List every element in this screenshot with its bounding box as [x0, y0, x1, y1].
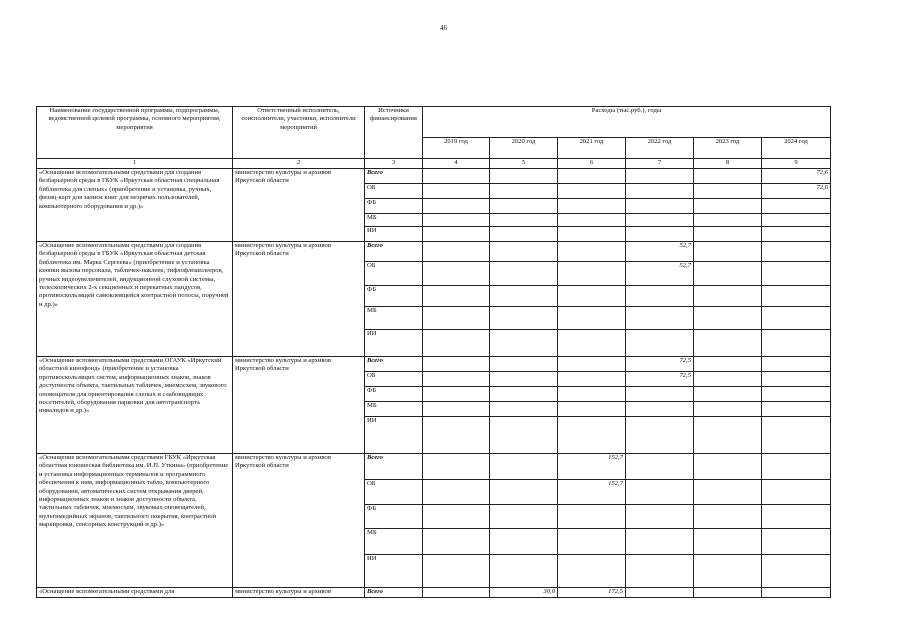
expense-cell [694, 529, 762, 555]
expense-cell [558, 330, 626, 357]
funding-source: ОБ [365, 480, 423, 505]
expense-cell [490, 184, 558, 199]
table-row [37, 169, 831, 184]
expense-cell: 30,0 [490, 588, 558, 598]
expense-cell [423, 199, 490, 214]
expense-cell [694, 199, 762, 214]
header-name: Наименование государственной программы, подпрограммы, ведомственной целевой программы, основного мероприятия, мероприятия [37, 107, 233, 159]
expense-cell [490, 387, 558, 402]
year-header: 2019 год [423, 138, 490, 159]
responsible-executor: министерство культуры и архивов Иркутской области [233, 357, 365, 454]
expense-cell [626, 417, 694, 454]
expense-cell [694, 555, 762, 588]
expense-cell [490, 286, 558, 307]
responsible-executor: министерство культуры и архивов Иркутской области [233, 242, 365, 357]
funding-source: Всего [365, 357, 423, 372]
expense-cell [558, 402, 626, 417]
expense-cell [423, 307, 490, 330]
expense-cell [490, 357, 558, 372]
expense-cell [423, 505, 490, 529]
expense-cell [558, 227, 626, 242]
table-row [37, 242, 831, 262]
expense-cell [490, 199, 558, 214]
expense-cell [558, 199, 626, 214]
expense-cell [423, 387, 490, 402]
expense-cell [558, 242, 626, 262]
expense-cell [762, 286, 831, 307]
expense-cell [762, 227, 831, 242]
expense-cell: 72,5 [626, 372, 694, 387]
expense-cell [762, 417, 831, 454]
header-row [37, 107, 831, 138]
expense-cell [694, 184, 762, 199]
funding-source: Всего [365, 454, 423, 480]
funding-source: ФБ [365, 505, 423, 529]
expense-cell [558, 307, 626, 330]
funding-source: ИИ [365, 330, 423, 357]
expense-cell [490, 262, 558, 286]
table-row [37, 588, 831, 598]
expense-cell [558, 372, 626, 387]
expense-cell [762, 307, 831, 330]
column-index: 5 [490, 159, 558, 169]
funding-source: ФБ [365, 286, 423, 307]
expense-cell [626, 214, 694, 227]
responsible-executor: министерство культуры и архивов [233, 588, 365, 598]
expense-cell [490, 529, 558, 555]
expense-cell [694, 372, 762, 387]
expense-cell [694, 169, 762, 184]
responsible-executor: министерство культуры и архивов Иркутской области [233, 454, 365, 588]
expense-cell [490, 227, 558, 242]
activity-name: «Оснащение вспомогательными средствами ГБУК «Иркутская областная юношеская библиотека им. И.П. Уткина» (приобретение и установка информационных терминалов и программного обеспечения к ним, информационных табло, компьютерного оборудования, автоматических систем открывания дверей, информационных знаков и знаков доступности объекта, тактильных табличек, мнемосхем, звуковых оповещателей, мультимедийных экранов, тактильного покрытия, контрастной маркировки, сенсорных конструкций и др.)» [37, 454, 233, 588]
expense-cell [423, 529, 490, 555]
funding-source: ОБ [365, 372, 423, 387]
expense-cell [558, 417, 626, 454]
expense-cell [694, 227, 762, 242]
expense-cell [423, 357, 490, 372]
expense-cell [490, 555, 558, 588]
table-row [37, 454, 831, 480]
page-number: 46 [440, 24, 447, 32]
expense-cell [762, 372, 831, 387]
expense-cell [694, 262, 762, 286]
funding-source: Всего [365, 242, 423, 262]
responsible-executor: министерство культуры и архивов Иркутской области [233, 169, 365, 242]
expense-cell [423, 242, 490, 262]
expense-cell [423, 417, 490, 454]
funding-source: ФБ [365, 387, 423, 402]
expense-cell [762, 454, 831, 480]
expense-cell [626, 505, 694, 529]
expense-cell [490, 307, 558, 330]
expense-cell [626, 529, 694, 555]
column-index: 9 [762, 159, 831, 169]
header-responsible: Ответственный исполнитель, соисполнители, участники, исполнители мероприятий [233, 107, 365, 159]
expense-cell [423, 555, 490, 588]
expense-cell [626, 286, 694, 307]
expense-cell [626, 402, 694, 417]
year-header: 2021 год [558, 138, 626, 159]
expense-cell [490, 242, 558, 262]
expense-cell [423, 454, 490, 480]
expense-cell [490, 214, 558, 227]
expense-cell [762, 480, 831, 505]
year-header: 2020 год [490, 138, 558, 159]
expense-cell [626, 588, 694, 598]
expense-cell [558, 505, 626, 529]
expense-cell [694, 214, 762, 227]
expense-cell [558, 184, 626, 199]
expense-cell [558, 387, 626, 402]
expense-cell [694, 588, 762, 598]
funding-source: ОБ [365, 184, 423, 199]
expense-cell [558, 169, 626, 184]
year-header: 2022 год [626, 138, 694, 159]
column-index: 4 [423, 159, 490, 169]
expense-cell [694, 417, 762, 454]
table-row [37, 357, 831, 372]
expense-cell [626, 454, 694, 480]
expense-cell [558, 262, 626, 286]
year-header: 2023 год [694, 138, 762, 159]
expense-cell [762, 357, 831, 372]
expense-cell [423, 286, 490, 307]
activity-name: «Оснащение вспомогательными средствами для создания безбарьерной среды в ГБУК «Иркутская областная специальная библиотека для слепых» (приобретение и установка, ручных, физиц-карт для записи книг для незрячих пользователей, компьютерного оборудования и др.)» [37, 169, 233, 242]
expense-cell [762, 214, 831, 227]
expense-cell [423, 480, 490, 505]
column-index: 2 [233, 159, 365, 169]
year-header: 2024 год [762, 138, 831, 159]
expense-cell [490, 169, 558, 184]
expense-cell [762, 529, 831, 555]
column-index: 7 [626, 159, 694, 169]
funding-source: Всего [365, 169, 423, 184]
expense-cell: 72,6 [762, 169, 831, 184]
expense-cell [762, 588, 831, 598]
expense-cell [626, 480, 694, 505]
column-index: 3 [365, 159, 423, 169]
expense-cell [558, 214, 626, 227]
funding-source: МБ [365, 307, 423, 330]
funding-source: ИИ [365, 555, 423, 588]
expense-cell: 72,6 [762, 184, 831, 199]
expense-cell [423, 372, 490, 387]
funding-source: ИИ [365, 227, 423, 242]
expense-cell [626, 227, 694, 242]
expense-cell [694, 454, 762, 480]
expense-cell [423, 588, 490, 598]
expense-cell: 52,7 [626, 242, 694, 262]
expense-cell [762, 262, 831, 286]
header-expenses: Расходы (тыс.руб.), годы [423, 107, 831, 138]
expense-cell [762, 555, 831, 588]
column-index: 8 [694, 159, 762, 169]
expense-cell [762, 242, 831, 262]
expense-cell [762, 199, 831, 214]
funding-source: МБ [365, 529, 423, 555]
expense-cell [423, 227, 490, 242]
expense-cell [626, 169, 694, 184]
expense-cell [423, 262, 490, 286]
funding-source: ОБ [365, 262, 423, 286]
funding-source: ФБ [365, 199, 423, 214]
expense-cell [626, 555, 694, 588]
expense-cell [626, 330, 694, 357]
expense-cell [762, 330, 831, 357]
expense-cell [558, 286, 626, 307]
expense-cell [558, 555, 626, 588]
expense-cell [626, 387, 694, 402]
expense-cell [490, 402, 558, 417]
budget-table [36, 106, 831, 598]
column-index-row [37, 159, 831, 169]
header-sources: Источники финансирования [365, 107, 423, 159]
expense-cell [558, 529, 626, 555]
column-index: 6 [558, 159, 626, 169]
expense-cell: 172,5 [558, 588, 626, 598]
funding-source: ИИ [365, 417, 423, 454]
expense-cell [490, 480, 558, 505]
expense-cell [694, 402, 762, 417]
expense-cell [694, 242, 762, 262]
expense-cell [490, 330, 558, 357]
expense-cell [694, 330, 762, 357]
expense-cell [423, 330, 490, 357]
expense-cell [694, 505, 762, 529]
expense-cell: 72,5 [626, 357, 694, 372]
expense-cell [626, 307, 694, 330]
expense-cell [694, 480, 762, 505]
expense-cell [423, 169, 490, 184]
expense-cell [694, 307, 762, 330]
activity-name: «Оснащение вспомогательными средствами для [37, 588, 233, 598]
funding-source: МБ [365, 402, 423, 417]
expense-cell [694, 357, 762, 372]
activity-name: «Оснащение вспомогательными средствами для создания безбарьерной среды в ГБУК «Иркутская областная детская библиотека им. Марка Сергеева» (приобретение и установка кнопки вызова персонала, табличек-наклеек, тифлофлешплееров, ручных видеоувеличителей, индукционной слуховой системы, телескопических 2-х секционных и перекатных пандусов, противоскользящей самоклеящейся контрастной полосы, поручней и др.)» [37, 242, 233, 357]
expense-cell [762, 505, 831, 529]
expense-cell [490, 454, 558, 480]
expense-cell [558, 357, 626, 372]
expense-cell [762, 402, 831, 417]
expense-cell [423, 184, 490, 199]
funding-source: МБ [365, 214, 423, 227]
expense-cell [694, 387, 762, 402]
funding-source: Всего [365, 588, 423, 598]
expense-cell [762, 387, 831, 402]
expense-cell: 152,7 [558, 480, 626, 505]
expense-cell [694, 286, 762, 307]
expense-cell [626, 184, 694, 199]
expense-cell [423, 214, 490, 227]
expense-cell: 152,7 [558, 454, 626, 480]
expense-cell [423, 402, 490, 417]
column-index: 1 [37, 159, 233, 169]
expense-cell [490, 417, 558, 454]
expense-cell [626, 199, 694, 214]
expense-cell [490, 505, 558, 529]
expense-cell: 52,7 [626, 262, 694, 286]
expense-cell [490, 372, 558, 387]
activity-name: «Оснащение вспомогательными средствами ОГАУК «Иркутский областной кинофонд» (приобретение и установка противоскользящих систем, информационных знаков, знаков доступности объекта, тактильных табличек, мнемосхем, звукового оповещателя для ориентирования слепых и слабовидящих посетителей, оборудования парковки для автотранспорта инвалидов и др.)» [37, 357, 233, 454]
